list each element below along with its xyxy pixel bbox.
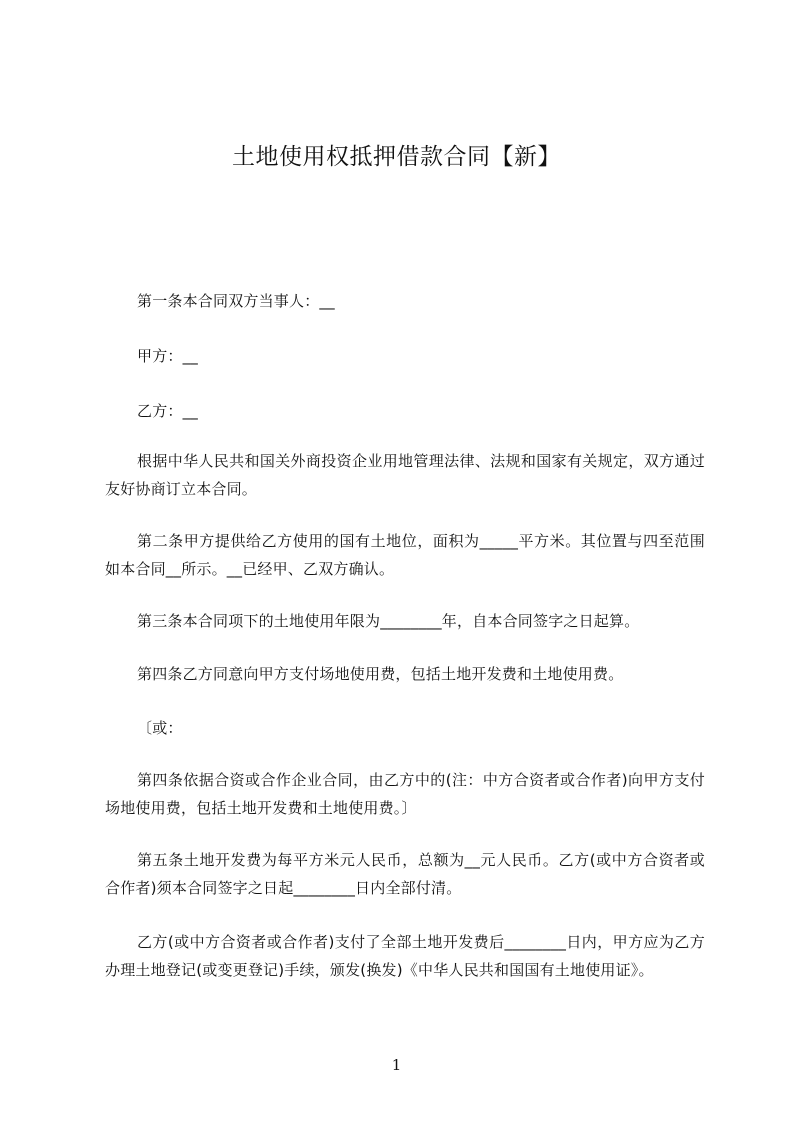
alternative-marker: 〔或： (137, 719, 183, 737)
registration-paragraph: 乙方(或中方合资者或合作者)支付了全部土地开发费后________日内，甲方应为乙方办理土地登记(或变更登记)手续，颁发(换发)《中华人民共和国国有土地使用证》。 (105, 933, 705, 979)
clause-4-fees: 第四条乙方同意向甲方支付场地使用费，包括土地开发费和土地使用费。 (137, 665, 624, 683)
clause-1-parties: 第一条本合同双方当事人：__ (137, 292, 335, 310)
document-title: 土地使用权抵押借款合同【新】 (232, 144, 561, 170)
clause-2-land: 第二条甲方提供给乙方使用的国有土地位，面积为_____平方米。其位置与四至范围如本合同__所示。__已经甲、乙双方确认。 (105, 532, 705, 578)
preamble-paragraph: 根据中华人民共和国关外商投资企业用地管理法律、法规和国家有关规定，双方通过友好协商订立本合同。 (105, 452, 705, 498)
party-b-line: 乙方：__ (137, 402, 199, 420)
party-a-line: 甲方：__ (137, 347, 199, 365)
clause-3-term: 第三条本合同项下的土地使用年限为________年，自本合同签字之日起算。 (137, 612, 640, 630)
page-number: 1 (391, 1056, 402, 1074)
clause-5-development-fee: 第五条土地开发费为每平方米元人民币，总额为__元人民币。乙方(或中方合资者或合作者)须本合同签字之日起________日内全部付清。 (105, 851, 705, 897)
clause-4-alternative: 第四条依据合资或合作企业合同，由乙方中的(注：中方合资者或合作者)向甲方支付场地使用费，包括土地开发费和土地使用费。〕 (105, 771, 705, 817)
